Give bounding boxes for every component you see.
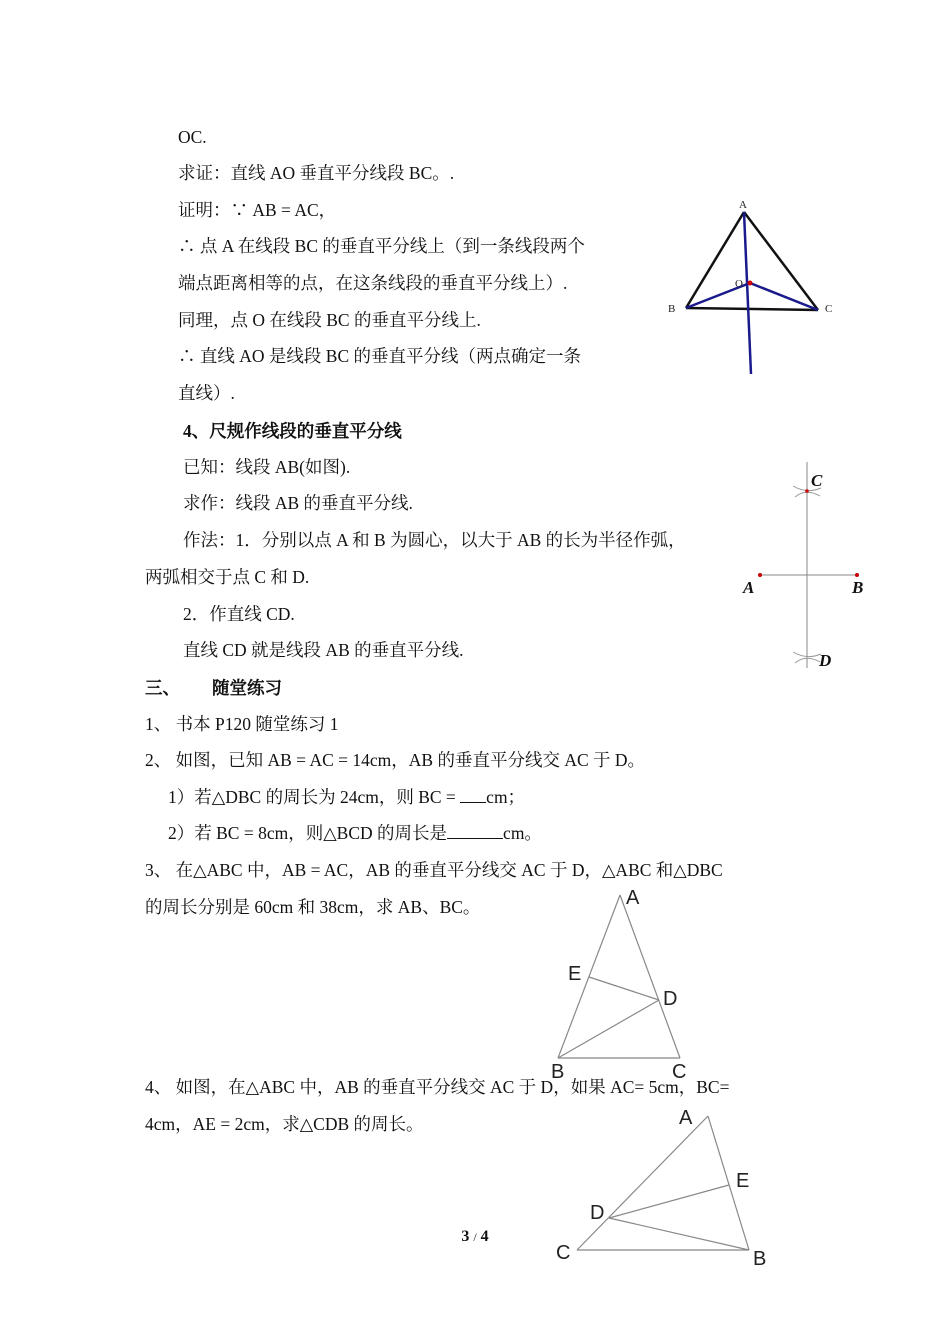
proof-line-1: OC. <box>178 127 207 147</box>
fig1-point-o <box>748 281 753 286</box>
proof-line-4: ∴ 点 A 在线段 BC 的垂直平分线上（到一条线段两个 <box>178 236 585 256</box>
fig2-point-a <box>758 573 762 577</box>
fig1-label-o: O <box>735 278 743 290</box>
fig3-label-e: E <box>568 963 582 985</box>
fig3-label-c: C <box>672 1061 687 1083</box>
fig3-segment-ed <box>589 977 659 1000</box>
fig1-label-c: C <box>825 303 833 315</box>
question-2a-text: 1）若△DBC 的周长为 24cm，则 BC = <box>168 787 461 807</box>
fig3-label-b: B <box>551 1061 565 1083</box>
page-current: 3 <box>461 1228 470 1245</box>
construction-conclusion: 直线 CD 就是线段 AB 的垂直平分线. <box>183 640 464 660</box>
fig2-point-b <box>855 573 859 577</box>
construction-method-2: 2．作直线 CD. <box>183 604 295 624</box>
question-2b-text: 2）若 BC = 8cm，则△BCD 的周长是 <box>168 823 448 843</box>
practice-heading-number: 三、 <box>145 678 180 698</box>
fig2-point-c <box>805 489 809 493</box>
page-total: 4 <box>480 1228 489 1245</box>
fig2-label-b: B <box>852 578 864 597</box>
proof-line-3: 证明：∵ AB = AC， <box>178 200 337 220</box>
fig1-side-ab <box>686 212 744 308</box>
fig2-label-a: A <box>743 578 755 597</box>
question-1: 1、 书本 P120 随堂练习 1 <box>145 714 339 734</box>
fig3-side-ac <box>620 895 680 1058</box>
fig1-label-a: A <box>739 199 747 211</box>
fig1-side-bc <box>686 308 818 310</box>
proof-line-6: 同理，点 O 在线段 BC 的垂直平分线上. <box>178 310 481 330</box>
question-2b-unit: cm。 <box>503 823 542 843</box>
fig4-label-b: B <box>753 1248 767 1270</box>
fig1-line-ao <box>744 212 751 374</box>
figure-2-construction <box>742 462 863 670</box>
question-3-line-1: 3、 在△ABC 中，AB = AC，AB 的垂直平分线交 AC 于 D，△ABC 和△DBC <box>145 860 723 880</box>
proof-line-7: ∴ 直线 AO 是线段 BC 的垂直平分线（两点确定一条 <box>178 346 581 366</box>
proof-line-5: 端点距离相等的点，在这条线段的垂直平分线上）. <box>178 273 568 293</box>
construction-method-1b: 两弧相交于点 C 和 D. <box>145 567 310 587</box>
proof-line-8: 直线）. <box>178 383 235 403</box>
fig2-label-c: C <box>811 471 823 490</box>
question-4-line-1: 4、 如图，在△ABC 中，AB 的垂直平分线交 AC 于 D，如果 AC= 5cm，BC= <box>145 1077 730 1097</box>
construction-heading: 4、尺规作线段的垂直平分线 <box>183 421 402 441</box>
construction-given: 已知：线段 AB(如图). <box>183 457 351 477</box>
fig4-label-e: E <box>736 1170 750 1192</box>
question-2: 2、 如图，已知 AB = AC = 14cm，AB 的垂直平分线交 AC 于 D。 <box>145 750 646 770</box>
question-3-line-2: 的周长分别是 60cm 和 38cm，求 AB、BC。 <box>145 897 481 917</box>
fig3-segment-bd <box>558 1000 659 1058</box>
question-2a-unit: cm； <box>486 787 526 807</box>
question-4-line-2: 4cm，AE = 2cm，求△CDB 的周长。 <box>145 1114 424 1134</box>
practice-heading: 随堂练习 <box>212 678 282 698</box>
fig2-label-d: D <box>819 651 832 670</box>
page-number <box>0 1228 950 1246</box>
fig3-label-d: D <box>663 988 678 1010</box>
fig4-label-d: D <box>590 1202 605 1224</box>
figure-3-triangle <box>551 887 686 1083</box>
fig4-segment-de <box>609 1185 729 1218</box>
construction-task: 求作：线段 AB 的垂直平分线. <box>183 493 413 513</box>
proof-line-2: 求证：直线 AO 垂直平分线段 BC。. <box>178 163 455 183</box>
fig4-label-a: A <box>679 1107 693 1129</box>
fig4-label-c: C <box>556 1242 571 1264</box>
page-separator: / <box>473 1230 477 1244</box>
fig1-label-b: B <box>668 303 676 315</box>
construction-method-1: 作法：1．分别以点 A 和 B 为圆心，以大于 AB 的长为半径作弧， <box>183 530 686 550</box>
figure-1-triangle-abc-o <box>668 199 832 374</box>
fig3-label-a: A <box>626 887 640 909</box>
